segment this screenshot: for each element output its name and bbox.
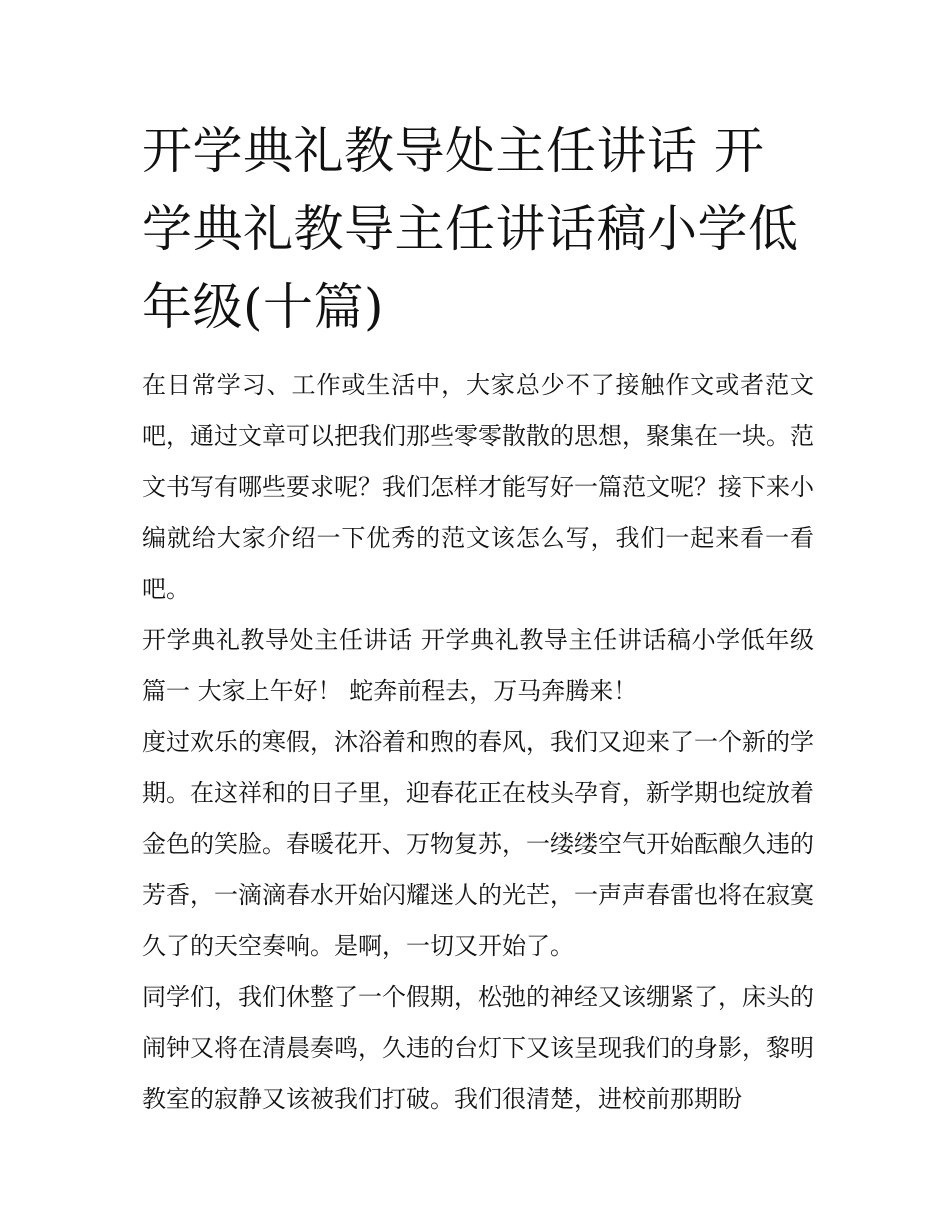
intro-paragraph: 在日常学习、工作或生活中，大家总少不了接触作文或者范文吧，通过文章可以把我们那些零零散散的思想，聚集在一块。范文书写有哪些要求呢？我们怎样才能写好一篇范文呢？接下来小编就给大家介绍一下优秀的范文该怎么写，我们一起来看一看吧。 [142,371,814,603]
section-heading-paragraph: 开学典礼教导处主任讲话 开学典礼教导主任讲话稿小学低年级篇一 大家上午好！ 蛇奔前程去，万马奔腾来！ [142,626,814,705]
document-page [142,112,814,1125]
body-paragraph: 同学们，我们休整了一个假期，松弛的神经又该绷紧了，床头的闹钟又将在清晨奏鸣，久违的台灯下又该呈现我们的身影，黎明教室的寂静又该被我们打破。我们很清楚，进校前那期盼 [142,983,814,1113]
document-title: 开学典礼教导处主任讲话 开学典礼教导主任讲话稿小学低年级(十篇) [142,122,799,336]
body-paragraph: 度过欢乐的寒假，沐浴着和煦的春风，我们又迎来了一个新的学期。在这祥和的日子里，迎春花正在枝头孕育，新学期也绽放着金色的笑脸。春暖花开、万物复苏，一缕缕空气开始酝酿久违的芳香，一滴滴春水开始闪耀迷人的光芒，一声声春雷也将在寂寞久了的天空奏响。是啊，一切又开始了。 [142,728,814,960]
